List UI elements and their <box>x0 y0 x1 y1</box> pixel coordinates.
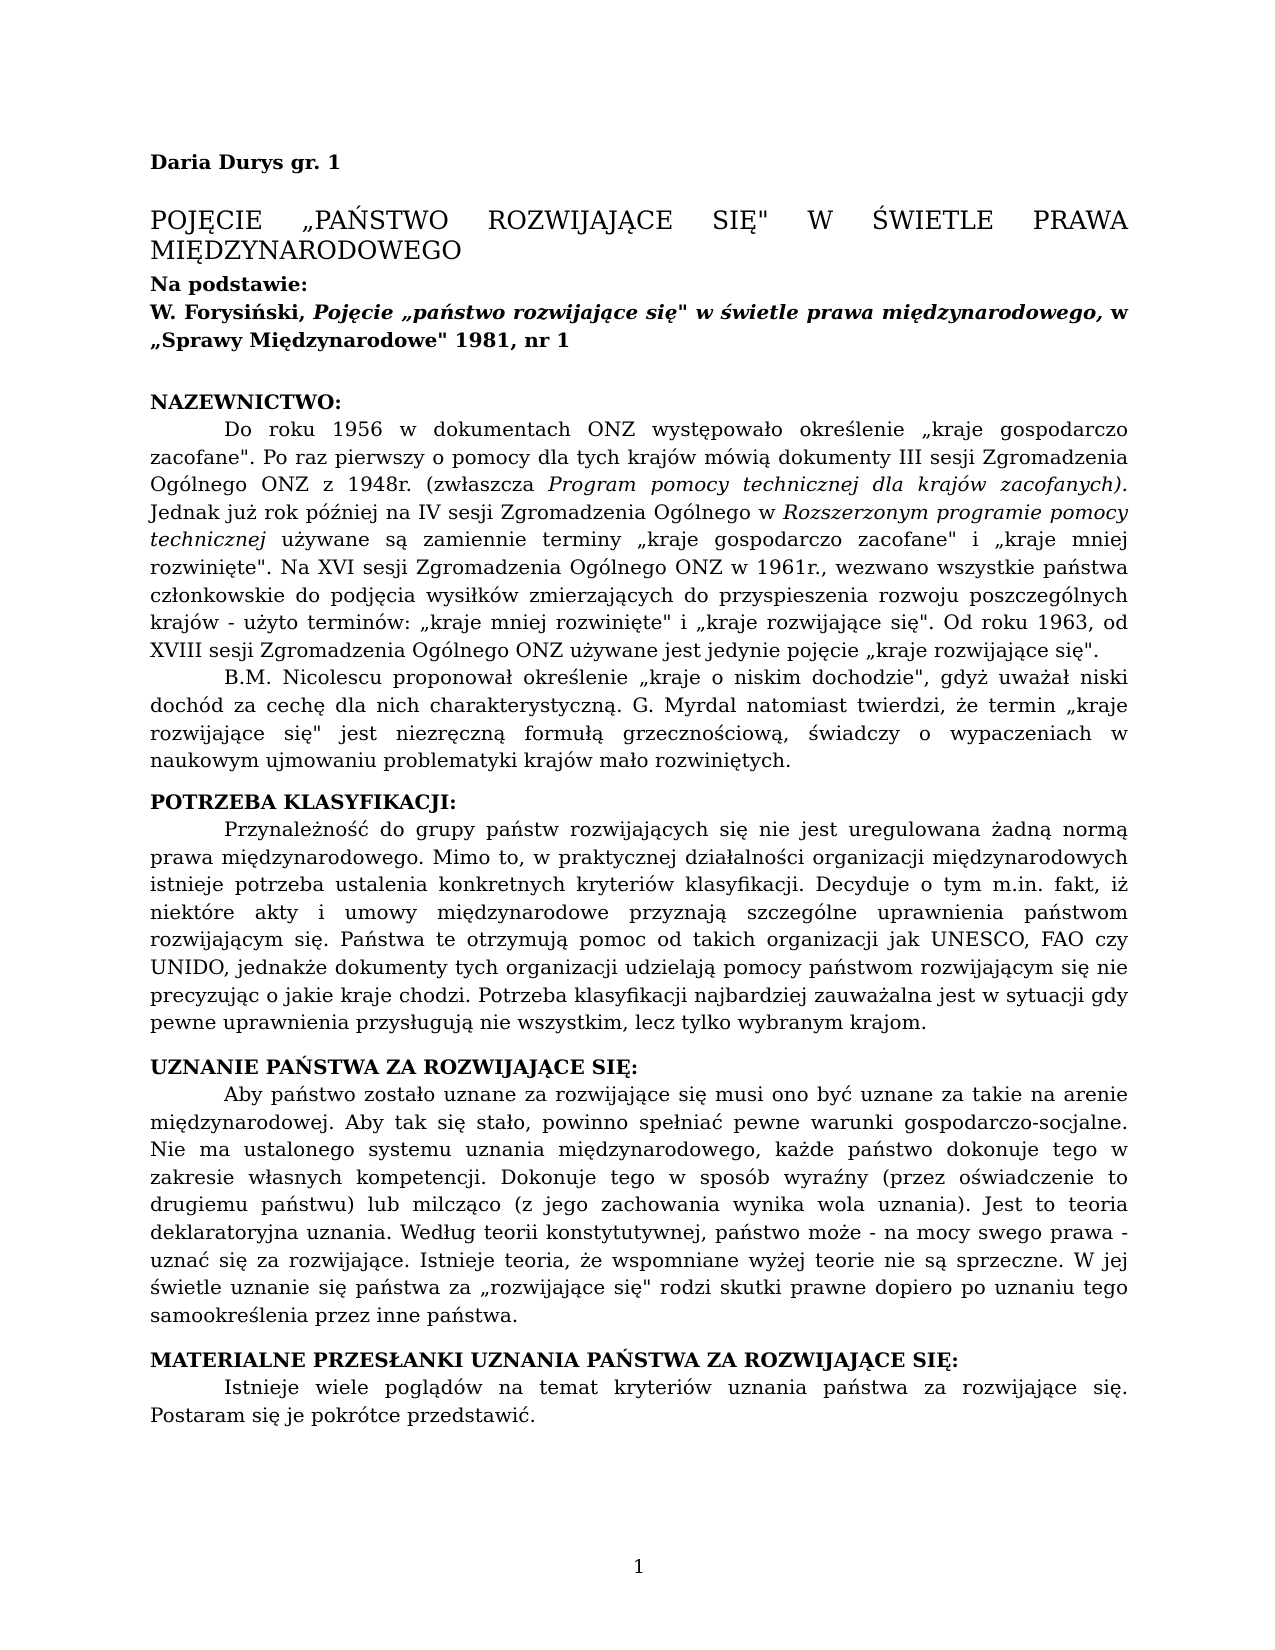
page-number: 1 <box>632 1556 646 1578</box>
paragraph-emphasis: Program pomocy technicznej dla krajów zacofanych). <box>548 472 1129 497</box>
document-page <box>150 0 1128 1650</box>
title-line-1: POJĘCIE „PAŃSTWO ROZWIJAJĄCE SIĘ" W ŚWIETLE PRAWA <box>150 206 1128 235</box>
section-nazewnictwo <box>150 388 1128 775</box>
paragraph: Przynależność do grupy państw rozwijających się nie jest uregulowana żadną normą prawa międzynarodowego. Mimo to, w praktycznej działalności organizacji międzynarodowych istnieje potrzeba ustalenia konkretnych kryteriów klasyfikacji. Decyduje o tym m.in. fakt, iż niektóre akty i umowy międzynarodowe przyznają szczególne uprawnienia państwom rozwijającym się. Państwa te otrzymują pomoc od takich organizacji jak UNESCO, FAO czy UNIDO, jednakże dokumenty tych organizacji udzielają pomocy państwom rozwijającym się nie precyzując o jakie kraje chodzi. Potrzeba klasyfikacji najbardziej zauważalna jest w sytuacji gdy pewne uprawnienia przysługują nie wszystkim, lecz tylko wybranym krajom. <box>150 817 1128 1035</box>
document-title <box>150 206 1128 266</box>
source-reference <box>150 298 1128 354</box>
section-heading: NAZEWNICTWO: <box>150 390 342 414</box>
reference-in: w <box>1110 300 1129 324</box>
paragraph: Istnieje wiele poglądów na temat kryteriów uznania państwa za rozwijające się. Postaram się je pokrótce przedstawić. <box>150 1375 1128 1427</box>
paragraph-text: Do roku 1956 w dokumentach ONZ występowało określenie „kraje gospodarczo zacofane". Po raz pierwszy o pomocy dla tych krajów mówią dokumenty III sesji Zgromadzenia Ogólnego ONZ z 1948r. (zwłaszcza <box>150 417 1128 497</box>
section-potrzeba-klasyfikacji <box>150 788 1128 1037</box>
reference-author: W. Forysiński, <box>150 300 306 324</box>
paragraph: B.M. Nicolescu proponował określenie „kraje o niskim dochodzie", gdyż uważał niski dochód za cechę dla nich charakterystyczną. G. Myrdal natomiast twierdzi, że termin „kraje rozwijające się" jest niezręczną formułą grzecznościową, świadczy o wypaczeniach w naukowym ujmowaniu problematyki krajów mało rozwiniętych. <box>150 665 1128 773</box>
title-line-2: MIĘDZYNARODOWEGO <box>150 236 462 265</box>
reference-line-1 <box>150 298 1128 326</box>
section-heading: UZNANIE PAŃSTWA ZA ROZWIJAJĄCE SIĘ: <box>150 1055 639 1079</box>
author-line: Daria Durys gr. 1 <box>150 150 342 174</box>
section-uznanie-panstwa <box>150 1053 1128 1329</box>
paragraph-text: używane są zamiennie terminy „kraje gospodarczo zacofane" i „kraje mniej rozwinięte". Na XVI sesji Zgromadzenia Ogólnego ONZ w 1961r., wezwano wszystkie państwa członkowskie do podjęcia wysiłków zmierzających do przyspieszenia rozwoju poszczególnych krajów - użyto terminów: „kraje mniej rozwinięte" i „kraje rozwijające się". Od roku 1963, od XVIII sesji Zgromadzenia Ogólnego ONZ używane jest jedynie pojęcie „kraje rozwijające się". <box>150 527 1128 662</box>
paragraph-text: Jednak już rok później na IV sesji Zgromadzenia Ogólnego w <box>150 499 784 524</box>
paragraph: Aby państwo zostało uznane za rozwijające się musi ono być uznane za takie na arenie międzynarodowej. Aby tak się stało, powinno spełniać pewne warunki gospodarczo-socjalne. Nie ma ustalonego systemu uznania międzynarodowego, każde państwo dokonuje tego w zakresie własnych kompetencji. Dokonuje tego w sposób wyraźny (przez oświadczenie to drugiemu państwu) lub milcząco (z jego zachowania wynika wola uznania). Jest to teoria deklaratoryjna uznania. Według teorii konstytutywnej, państwo może - na mocy swego prawa - uznać się za rozwijające. Istnieje teoria, że wspomniane wyżej teorie nie są sprzeczne. W jej świetle uznanie się państwa za „rozwijające się" rodzi skutki prawne dopiero po uznaniu tego samookreślenia przez inne państwa. <box>150 1082 1128 1327</box>
reference-title: Pojęcie „państwo rozwijające się" w świetle prawa międzynarodowego, <box>313 300 1104 324</box>
section-heading: POTRZEBA KLASYFIKACJI: <box>150 790 457 814</box>
reference-journal: „Sprawy Międzynarodowe" 1981, nr 1 <box>150 328 571 352</box>
basis-label: Na podstawie: <box>150 272 308 296</box>
paragraph <box>150 416 1128 664</box>
paragraph-emphasis: Rozszerzonym programie pomocy technicznej <box>150 499 1129 552</box>
section-materialne-przeslanki <box>150 1346 1128 1429</box>
section-heading: MATERIALNE PRZESŁANKI UZNANIA PAŃSTWA ZA ROZWIJAJĄCE SIĘ: <box>150 1348 959 1372</box>
